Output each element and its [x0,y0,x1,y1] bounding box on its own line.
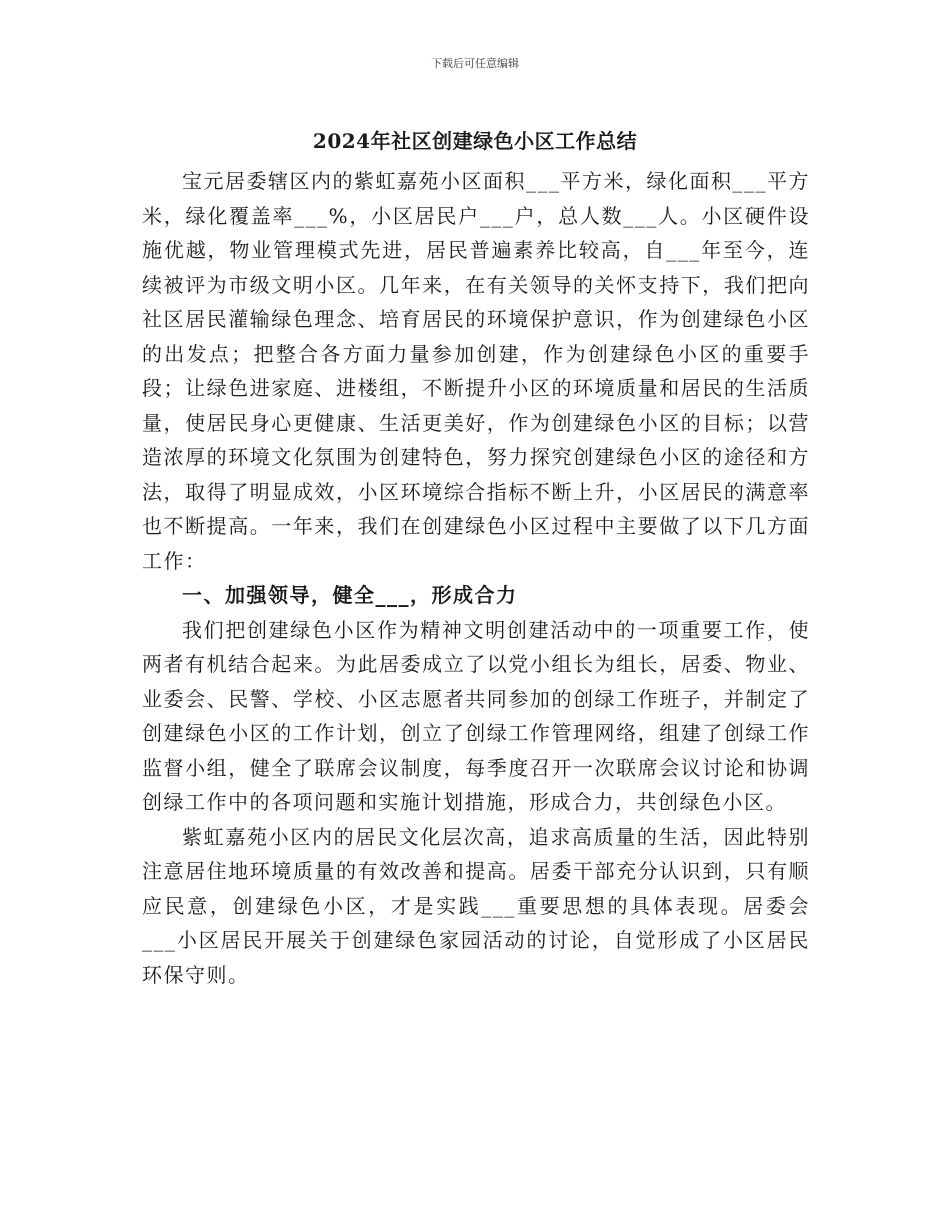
intro-paragraph: 宝元居委辖区内的紫虹嘉苑小区面积___平方米，绿化面积___平方米，绿化覆盖率___%，小区居民户___户，总人数___人。小区硬件设施优越，物业管理模式先进，居民普遍素养比较高，自___年至今，连续被评为市级文明小区。几年来，在有关领导的关怀支持下，我们把向社区居民灌输绿色理念、培育居民的环境保护意识，作为创建绿色小区的出发点；把整合各方面力量参加创建，作为创建绿色小区的重要手段；让绿色进家庭、进楼组，不断提升小区的环境质量和居民的生活质量，使居民身心更健康、生活更美好，作为创建绿色小区的目标；以营造浓厚的环境文化氛围为创建特色，努力探究创建绿色小区的途径和方法，取得了明显成效，小区环境综合指标不断上升，小区居民的满意率也不断提高。一年来，我们在创建绿色小区过程中主要做了以下几方面工作： [142,169,810,573]
section-heading: 一、加强领导，健全___，形成合力 [182,583,518,607]
document-title: 2024年社区创建绿色小区工作总结 [312,129,638,153]
page-header-note: 下载后可任意编辑 [431,57,519,70]
document-body [142,164,810,992]
body-paragraph: 我们把创建绿色小区作为精神文明创建活动中的一项重要工作，使两者有机结合起来。为此居委成立了以党小组长为组长，居委、物业、业委会、民警、学校、小区志愿者共同参加的创绿工作班子，并制定了创建绿色小区的工作计划，创立了创绿工作管理网络，组建了创绿工作监督小组，健全了联席会议制度，每季度召开一次联席会议讨论和协调创绿工作中的各项问题和实施计划措施，形成合力，共创绿色小区。 [142,617,810,814]
body-paragraph: 紫虹嘉苑小区内的居民文化层次高，追求高质量的生活，因此特别注意居住地环境质量的有效改善和提高。居委干部充分认识到，只有顺应民意，创建绿色小区，才是实践___重要思想的具体表现。居委会___小区居民开展关于创建绿色家园活动的讨论，自觉形成了小区居民环保守则。 [142,824,810,987]
